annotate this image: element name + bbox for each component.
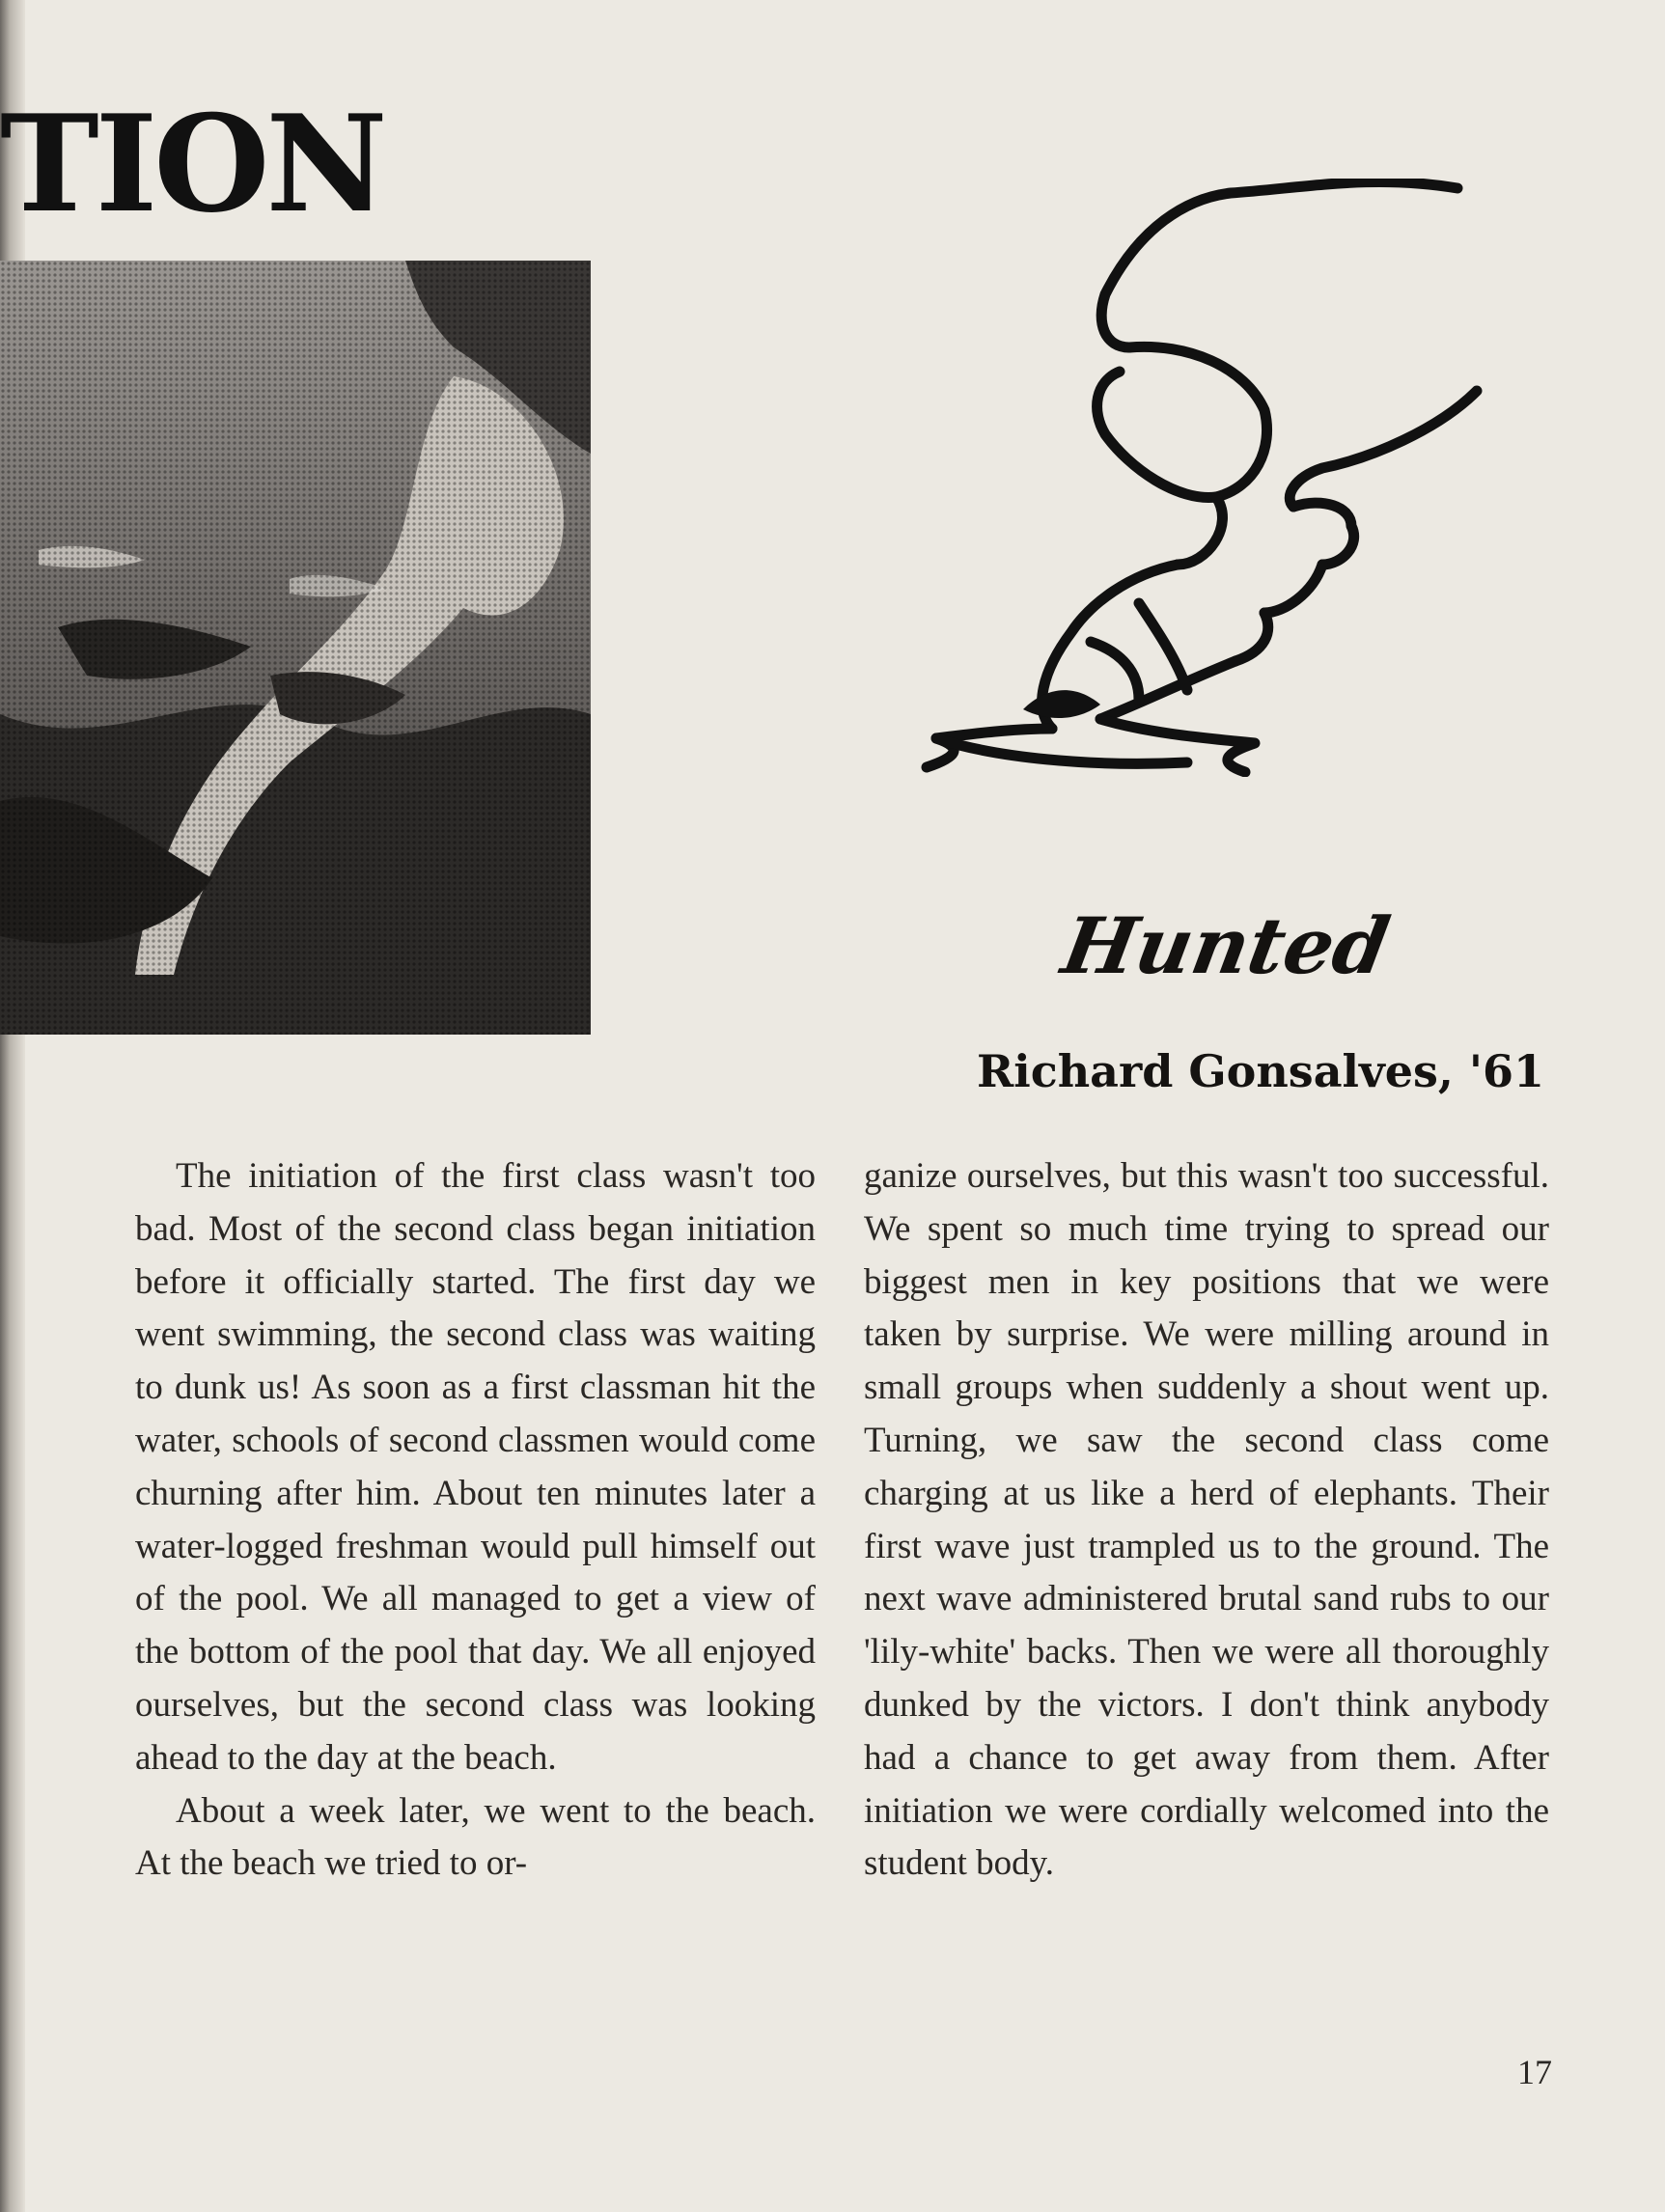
hand-squashing-figure-icon — [898, 179, 1496, 777]
halftone-photo — [0, 261, 591, 1035]
article-byline: Richard Gonsalves, '61 — [977, 1045, 1544, 1097]
paragraph: ganize ourselves, but this wasn't too successful. We spent so much time trying to spread our biggest men in key positions that we were taken by surprise. We were milling around in small groups when suddenly a shout went up. Turning, we saw the second class come charging at us like a herd of elephants. Their first wave just trampled us to the ground. The next wave administered brutal sand rubs to our 'lily-white' backs. Then we were all thoroughly dunked by the victors. I don't think anybody had a chance to get away from them. After initiation we were cordially welcomed into the student body. — [864, 1156, 1549, 1884]
page-number: 17 — [1517, 2053, 1552, 2091]
article-title: Hunted — [1055, 900, 1397, 991]
paragraph: About a week later, we went to the beach. At the beach we tried to or- — [135, 1790, 816, 1884]
paragraph: The initiation of the first class wasn't too bad. Most of the second class began initiation before it officially started. The first day we went swimming, the second class was waiting to dunk us! As soon as a first classman hit the water, schools of second classmen would come churning after him. About ten minutes later a water-logged freshman would pull himself out of the pool. We all managed to get a view of the bottom of the pool that day. We all enjoyed ourselves, but the second class was looking ahead to the day at the beach. — [135, 1156, 816, 1778]
headline: TION — [0, 101, 384, 227]
article-column-right — [864, 1150, 1549, 1891]
article-column-left — [135, 1150, 816, 1891]
